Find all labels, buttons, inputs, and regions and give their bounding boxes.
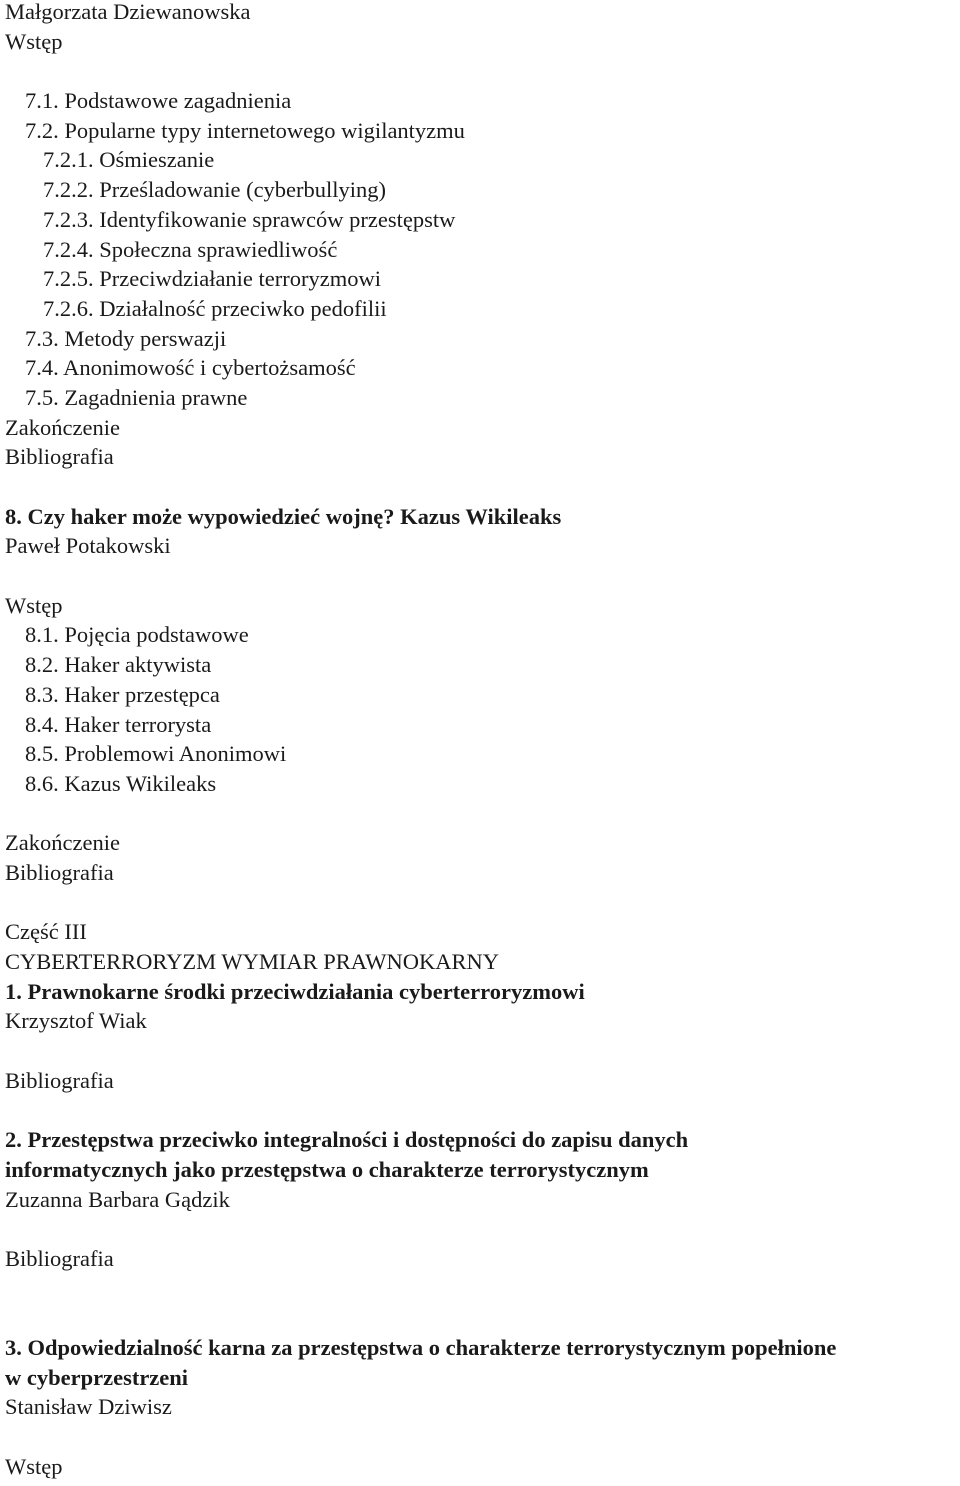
toc-item: 8.3. Haker przestępca	[25, 681, 220, 707]
section-7-intro: Wstęp	[5, 28, 63, 54]
part-3-label: Część III	[5, 919, 87, 945]
toc-item: 7.2.4. Społeczna sprawiedliwość	[43, 236, 338, 262]
chapter-3-title-line-1: 3. Odpowiedzialność karna za przestępstwa o charakterze terrorystycznym popełnione	[5, 1334, 837, 1360]
spacer	[5, 799, 960, 829]
toc-item: 7.1. Podstawowe zagadnienia	[25, 88, 292, 114]
toc-item: 7.4. Anonimowość i cybertożsamość	[25, 355, 356, 381]
chapter-1-title: 1. Prawnokarne środki przeciwdziałania cyberterroryzmowi	[5, 978, 585, 1004]
chapter-1-author: Krzysztof Wiak	[5, 1008, 147, 1034]
spacer	[5, 1036, 960, 1066]
spacer	[5, 1303, 960, 1333]
section-8-intro: Wstęp	[5, 592, 63, 618]
toc-item: 8.2. Haker aktywista	[25, 652, 212, 678]
toc-item: 7.2.1. Ośmieszanie	[43, 147, 215, 173]
chapter-2-bibliography: Bibliografia	[5, 1245, 114, 1271]
chapter-2-author: Zuzanna Barbara Gądzik	[5, 1186, 230, 1212]
spacer	[5, 1095, 960, 1125]
chapter-3-author: Stanisław Dziwisz	[5, 1394, 172, 1420]
toc-item: 8.1. Pojęcia podstawowe	[25, 622, 249, 648]
spacer	[5, 472, 960, 502]
toc-item: 7.2.6. Działalność przeciwko pedofilii	[43, 295, 387, 321]
spacer	[5, 1214, 960, 1244]
chapter-3-title-line-2: w cyberprzestrzeni	[5, 1364, 189, 1390]
chapter-3-intro: Wstęp	[5, 1453, 63, 1479]
toc-item: 8.4. Haker terrorysta	[25, 711, 212, 737]
toc-item: 7.3. Metody perswazji	[25, 325, 227, 351]
toc-item: 7.2.2. Prześladowanie (cyberbullying)	[43, 177, 387, 203]
section-7-author: Małgorzata Dziewanowska	[5, 0, 251, 24]
spacer	[5, 1422, 960, 1452]
toc-item: 7.2.5. Przeciwdziałanie terroryzmowi	[43, 266, 381, 292]
spacer	[5, 1274, 960, 1304]
section-8-conclusion: Zakończenie	[5, 830, 120, 856]
spacer	[5, 561, 960, 591]
spacer	[5, 888, 960, 918]
section-8-title: 8. Czy haker może wypowiedzieć wojnę? Kazus Wikileaks	[5, 503, 562, 529]
section-8-bibliography: Bibliografia	[5, 859, 114, 885]
table-of-contents	[5, 0, 960, 1481]
toc-item: 7.2.3. Identyfikowanie sprawców przestępstw	[43, 206, 456, 232]
toc-item: 7.2. Popularne typy internetowego wigilantyzmu	[25, 117, 465, 143]
chapter-2-title-line-1: 2. Przestępstwa przeciwko integralności i dostępności do zapisu danych	[5, 1127, 689, 1153]
section-7-conclusion: Zakończenie	[5, 414, 120, 440]
chapter-2-title-line-2: informatycznych jako przestępstwa o charakterze terrorystycznym	[5, 1156, 649, 1182]
toc-item: 8.6. Kazus Wikileaks	[25, 770, 217, 796]
chapter-1-bibliography: Bibliografia	[5, 1067, 114, 1093]
part-3-title: CYBERTERRORYZM WYMIAR PRAWNOKARNY	[5, 949, 499, 974]
spacer	[5, 56, 960, 86]
toc-item: 7.5. Zagadnienia prawne	[25, 384, 248, 410]
section-8-author: Paweł Potakowski	[5, 533, 171, 559]
section-7-bibliography: Bibliografia	[5, 444, 114, 470]
toc-item: 8.5. Problemowi Anonimowi	[25, 741, 287, 767]
